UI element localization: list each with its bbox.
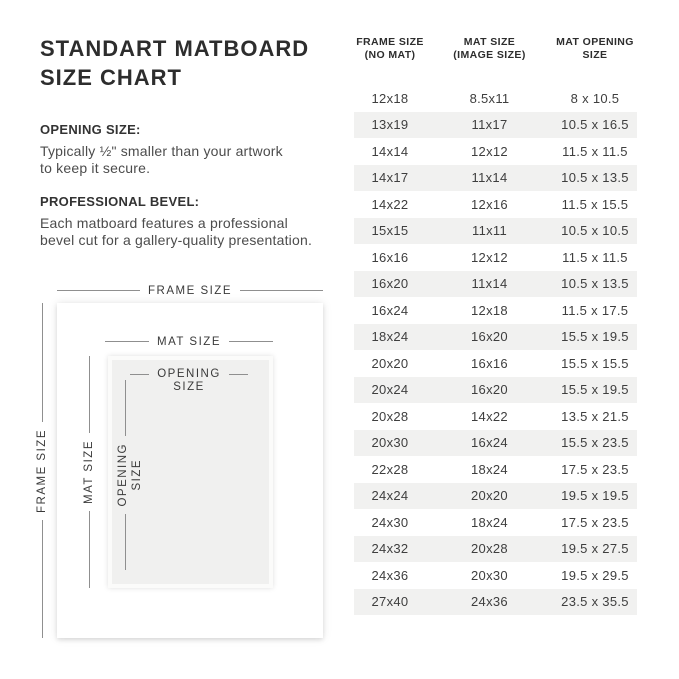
table-cell: 18x24 <box>471 461 508 477</box>
professional-bevel-section <box>40 194 340 249</box>
table-row <box>354 377 637 404</box>
measure-line <box>89 511 90 588</box>
measure-line <box>89 356 90 433</box>
table-cell: 15x15 <box>371 223 409 239</box>
table-row <box>354 244 637 271</box>
table-cell: 11x11 <box>472 223 507 239</box>
page-title-line-2: SIZE CHART <box>40 65 182 90</box>
table-header-row <box>354 36 637 85</box>
frame-size-vertical-label: FRAME SIZE <box>36 428 48 513</box>
table-cell: 12x16 <box>471 196 508 212</box>
opening-size-horizontal-label-line-2: SIZE <box>173 381 205 393</box>
table-cell: 20x24 <box>371 382 409 398</box>
column-header-line: SIZE <box>582 49 608 61</box>
table-cell: 20x20 <box>371 355 409 371</box>
table-row <box>354 562 637 589</box>
table-cell: 12x12 <box>471 143 508 159</box>
table-cell: 15.5 x 19.5 <box>561 329 629 345</box>
measure-line <box>240 290 323 291</box>
measure-line <box>105 341 149 342</box>
table-row <box>354 430 637 457</box>
table-cell: 11.5 x 17.5 <box>561 302 629 318</box>
table-row <box>354 191 637 218</box>
mat-size-vertical-measure <box>81 356 97 588</box>
table-row <box>354 218 637 245</box>
measure-line <box>42 303 43 422</box>
frame-size-horizontal-label: FRAME SIZE <box>148 284 233 297</box>
table-row <box>354 138 637 165</box>
table-cell: 20x20 <box>471 488 508 504</box>
table-cell: 8 x 10.5 <box>570 90 620 106</box>
table-cell: 16x20 <box>371 276 409 292</box>
table-cell: 16x16 <box>471 355 508 371</box>
table-cell: 20x28 <box>371 408 409 424</box>
opening-size-text-line-2: to keep it secure. <box>40 160 151 176</box>
table-cell: 11x14 <box>471 276 508 292</box>
table-cell: 16x16 <box>371 249 409 265</box>
mat-size-horizontal-measure <box>105 335 273 348</box>
table-cell: 18x24 <box>471 514 508 530</box>
measure-line <box>57 290 140 291</box>
table-cell: 14x22 <box>471 408 508 424</box>
table-cell: 13.5 x 21.5 <box>561 408 629 424</box>
table-cell: 18x24 <box>371 329 409 345</box>
table-cell: 10.5 x 13.5 <box>561 170 629 186</box>
table-cell: 8.5x11 <box>469 90 510 106</box>
table-cell: 20x28 <box>471 541 508 557</box>
table-cell: 20x30 <box>471 567 508 583</box>
table-cell: 24x24 <box>371 488 409 504</box>
table-cell: 12x12 <box>471 249 508 265</box>
table-cell: 10.5 x 10.5 <box>561 223 629 239</box>
table-cell: 11x17 <box>471 117 508 133</box>
table-cell: 17.5 x 23.5 <box>561 514 629 530</box>
table-cell: 24x30 <box>371 514 409 530</box>
measure-line <box>125 514 126 570</box>
table-row <box>354 456 637 483</box>
measure-line <box>42 520 43 639</box>
table-row <box>354 589 637 616</box>
column-header-line: (IMAGE SIZE) <box>453 49 526 61</box>
mat-size-horizontal-label: MAT SIZE <box>157 335 221 348</box>
table-row <box>354 483 637 510</box>
table-cell: 14x17 <box>371 170 409 186</box>
column-header-line: (NO MAT) <box>364 49 416 61</box>
mat-size-vertical-label: MAT SIZE <box>83 440 95 504</box>
column-header-line: FRAME SIZE <box>356 36 424 48</box>
measure-line <box>229 374 248 375</box>
table-cell: 15.5 x 23.5 <box>561 435 629 451</box>
table-cell: 27x40 <box>371 594 409 610</box>
table-cell: 15.5 x 15.5 <box>561 355 629 371</box>
table-body <box>354 85 637 615</box>
table-cell: 10.5 x 16.5 <box>561 117 629 133</box>
table-cell: 11.5 x 11.5 <box>562 143 628 159</box>
table-cell: 16x20 <box>471 329 508 345</box>
table-cell: 16x24 <box>471 435 508 451</box>
table-row <box>354 509 637 536</box>
table-cell: 12x18 <box>371 90 409 106</box>
table-cell: 11x14 <box>471 170 508 186</box>
table-cell: 14x22 <box>371 196 409 212</box>
professional-bevel-heading: PROFESSIONAL BEVEL: <box>40 194 200 209</box>
table-cell: 12x18 <box>471 302 508 318</box>
opening-size-horizontal-measure <box>130 368 248 394</box>
professional-bevel-text-line-2: bevel cut for a gallery-quality presentation. <box>40 232 313 248</box>
column-header-mat-opening-size <box>553 36 637 85</box>
table-row <box>354 324 637 351</box>
table-cell: 20x30 <box>371 435 409 451</box>
column-header-line: MAT SIZE <box>463 36 516 48</box>
table-row <box>354 271 637 298</box>
opening-size-text-line-1: Typically ½" smaller than your artwork <box>40 143 283 159</box>
table-row <box>354 85 637 112</box>
opening-size-horizontal-label-line-1: OPENING <box>157 368 221 380</box>
measure-line <box>125 380 126 436</box>
opening-size-horizontal-label <box>157 368 221 394</box>
page-title <box>40 34 309 92</box>
measure-line <box>130 374 149 375</box>
table-cell: 24x36 <box>471 594 508 610</box>
table-cell: 19.5 x 29.5 <box>561 567 629 583</box>
table-row <box>354 350 637 377</box>
table-row <box>354 112 637 139</box>
table-row <box>354 297 637 324</box>
opening-size-vertical-label-line-1: OPENING <box>117 443 129 507</box>
opening-size-section <box>40 122 340 177</box>
table-cell: 11.5 x 11.5 <box>562 249 628 265</box>
table-row <box>354 403 637 430</box>
table-row <box>354 536 637 563</box>
table-cell: 22x28 <box>371 461 409 477</box>
column-header-line: MAT OPENING <box>556 36 634 48</box>
opening-size-vertical-label-line-2: SIZE <box>131 459 143 491</box>
opening-size-vertical-measure <box>117 380 143 570</box>
table-cell: 23.5 x 35.5 <box>561 594 629 610</box>
table-cell: 16x20 <box>471 382 508 398</box>
page-title-line-1: STANDART MATBOARD <box>40 36 310 61</box>
column-header-frame-size <box>354 36 426 85</box>
column-header-mat-size <box>426 36 553 85</box>
opening-size-vertical-label <box>116 443 144 507</box>
frame-size-horizontal-measure <box>57 284 323 297</box>
table-cell: 19.5 x 19.5 <box>561 488 629 504</box>
table-cell: 19.5 x 27.5 <box>561 541 629 557</box>
measure-line <box>229 341 273 342</box>
table-cell: 11.5 x 15.5 <box>561 196 629 212</box>
table-cell: 24x36 <box>371 567 409 583</box>
table-cell: 10.5 x 13.5 <box>561 276 629 292</box>
opening-size-heading: OPENING SIZE: <box>40 122 141 137</box>
table-cell: 17.5 x 23.5 <box>561 461 629 477</box>
frame-size-vertical-measure <box>34 303 50 638</box>
table-cell: 15.5 x 19.5 <box>561 382 629 398</box>
table-cell: 14x14 <box>371 143 409 159</box>
table-row <box>354 165 637 192</box>
size-table <box>354 36 637 615</box>
table-cell: 24x32 <box>371 541 409 557</box>
table-cell: 16x24 <box>371 302 409 318</box>
table-cell: 13x19 <box>371 117 409 133</box>
professional-bevel-text-line-1: Each matboard features a professional <box>40 215 288 231</box>
